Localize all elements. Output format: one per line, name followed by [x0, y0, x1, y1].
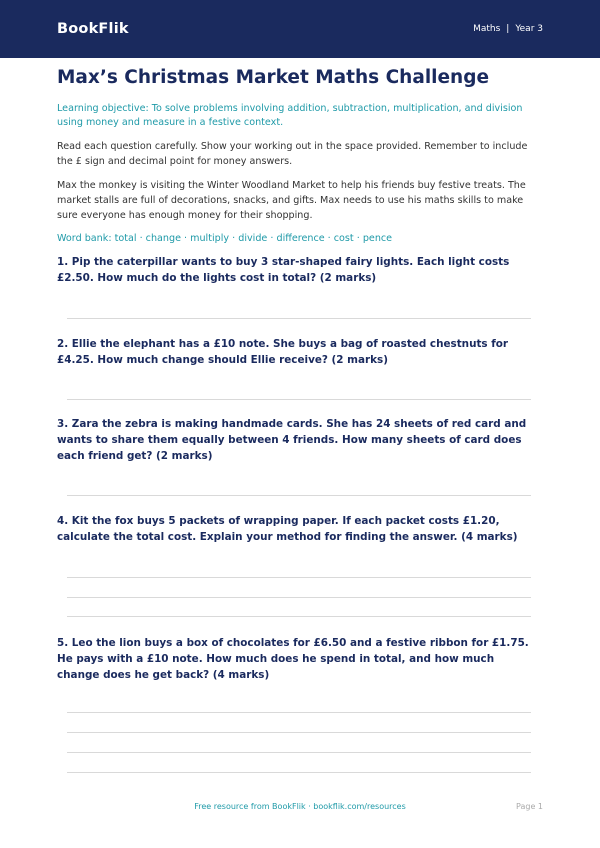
page-number: Page 1 [516, 802, 543, 811]
subject-label: Maths [473, 24, 501, 34]
learning-objective: Learning objective: To solve problems involving addition, subtraction, multiplication, and division using money and measure in a festive context. [57, 103, 523, 128]
page-title: Max’s Christmas Market Maths Challenge [57, 67, 490, 88]
answer-line[interactable] [67, 772, 531, 773]
answer-line[interactable] [67, 399, 531, 400]
answer-line[interactable] [67, 318, 531, 319]
story-intro: Max the monkey is visiting the Winter Woodland Market to help his friends buy festive treats. The market stalls are full of decorations, snacks, and gifts. Max needs to use his maths skills to make sure everyone has enough money for their shopping. [57, 180, 526, 221]
question-1: 1. Pip the caterpillar wants to buy 3 star-shaped fairy lights. Each light costs £2.50. How much do the lights cost in total? (2 marks) [57, 256, 510, 284]
answer-line[interactable] [67, 752, 531, 753]
question-5: 5. Leo the lion buys a box of chocolates for £6.50 and a festive ribbon for £1.75. He pays with a £10 note. How much does he spend in total, and how much change does he get back? (4 marks) [57, 637, 529, 681]
page-header [0, 0, 600, 58]
brand-logo: BookFlik [57, 21, 129, 37]
intro-section [57, 64, 543, 246]
question-3: 3. Zara the zebra is making handmade cards. She has 24 sheets of red card and wants to share them equally between 4 friends. How many sheets of card does each friend get? (2 marks) [57, 418, 527, 462]
year-label: Year 3 [515, 24, 543, 34]
answer-line[interactable] [67, 577, 531, 578]
answer-line[interactable] [67, 597, 531, 598]
instructions: Read each question carefully. Show your working out in the space provided. Remember to include the £ sign and decimal point for money answers. [57, 141, 528, 167]
question-2: 2. Ellie the elephant has a £10 note. She buys a bag of roasted chestnuts for £4.25. How much change should Ellie receive? (2 marks) [57, 338, 509, 366]
question-4: 4. Kit the fox buys 5 packets of wrapping paper. If each packet costs £1.20, calculate the total cost. Explain your method for finding the answer. (4 marks) [57, 515, 518, 543]
subject-year [473, 24, 543, 34]
answer-line[interactable] [67, 732, 531, 733]
answer-line[interactable] [67, 616, 531, 617]
page-footer [0, 800, 600, 814]
answer-line[interactable] [67, 495, 531, 496]
answer-line[interactable] [67, 712, 531, 713]
meta-separator: | [506, 24, 510, 34]
footer-credit-link[interactable]: Free resource from BookFlik · bookflik.com/resources [194, 802, 406, 811]
word-bank: Word bank: total · change · multiply · divide · difference · cost · pence [57, 233, 393, 244]
